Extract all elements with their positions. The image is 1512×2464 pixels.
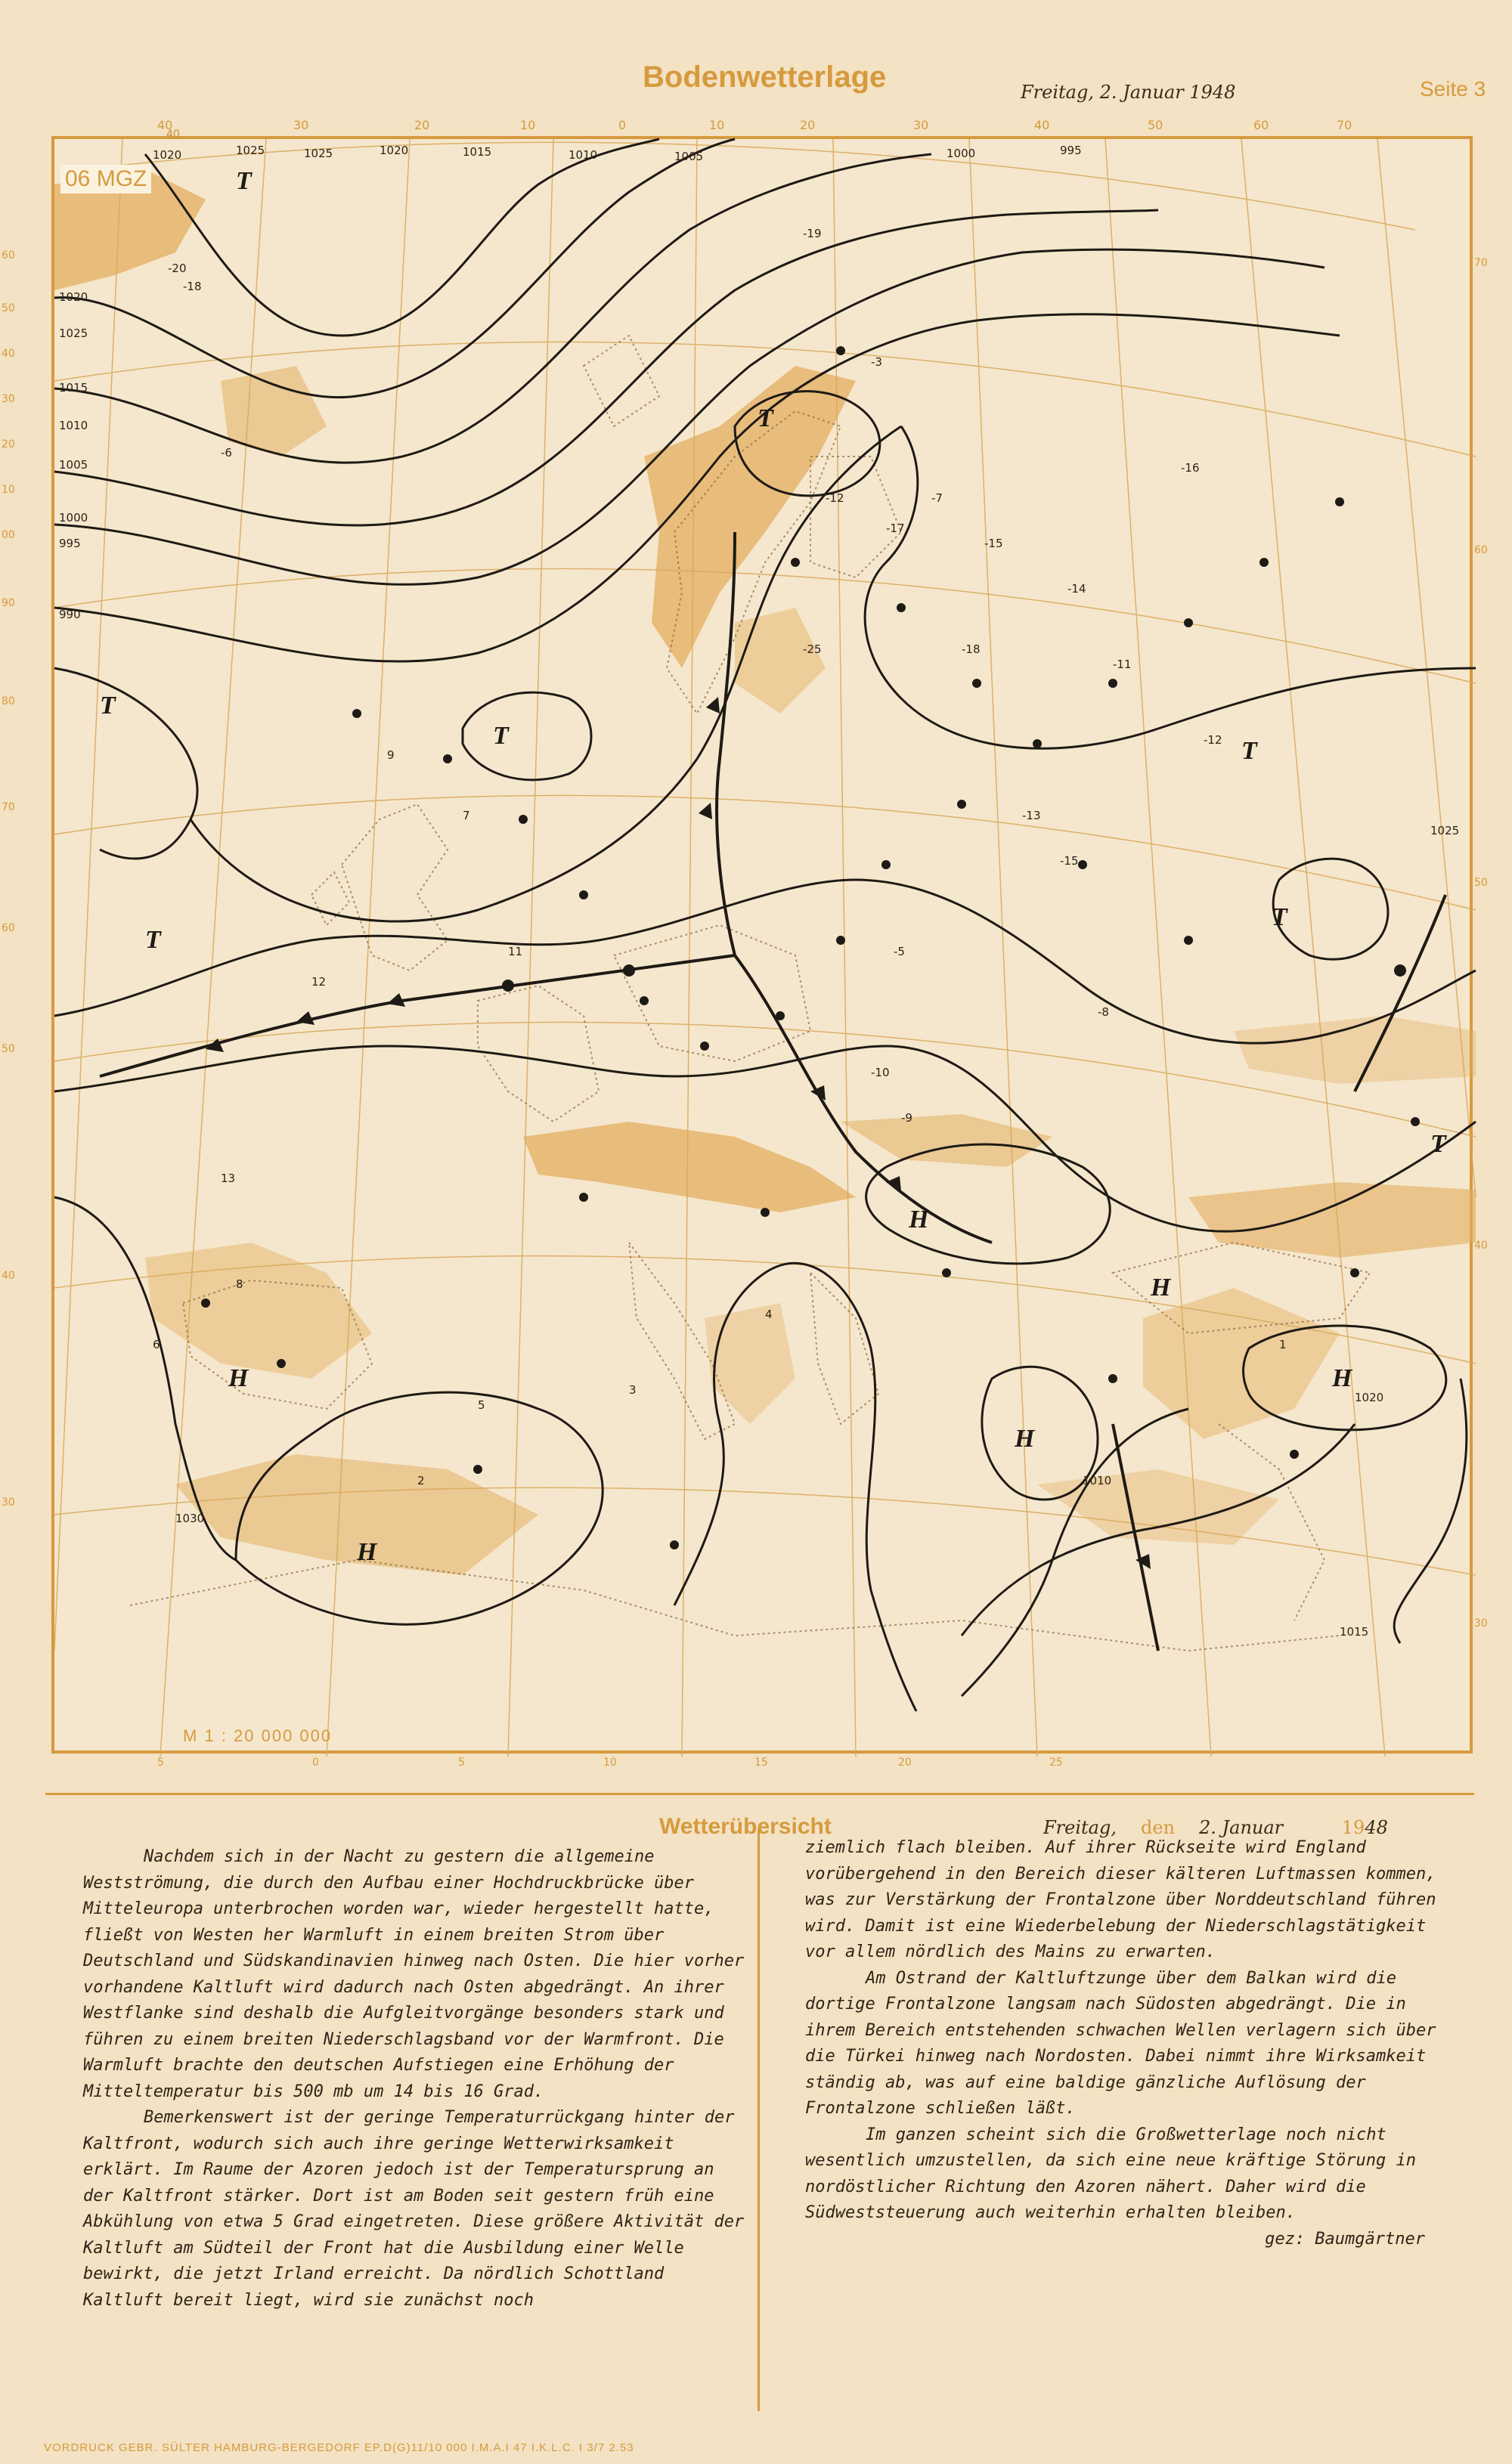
station-value: 13 xyxy=(221,1172,236,1185)
summary-den: den xyxy=(1140,1817,1175,1838)
high-pressure-center: H xyxy=(228,1364,249,1392)
latitude-label: 70 xyxy=(1474,257,1488,269)
isobar-label: 990 xyxy=(59,608,81,621)
station-value: 7 xyxy=(463,809,470,822)
longitude-label: 0 xyxy=(618,118,627,132)
summary-year-prefix: 19 xyxy=(1341,1817,1365,1838)
latitude-labels-right xyxy=(1474,136,1508,1754)
high-pressure-center: H xyxy=(357,1538,377,1566)
longitude-label: 40 xyxy=(157,118,173,132)
front-symbols xyxy=(206,697,1406,1569)
latitude-label: 90 xyxy=(2,597,15,609)
low-pressure-center: T xyxy=(100,692,116,720)
low-pressure-center: T xyxy=(145,926,161,954)
station-value: -11 xyxy=(1113,658,1132,671)
station-value: -17 xyxy=(886,522,905,535)
isobar-label: 1020 xyxy=(59,290,88,304)
summary-weekday: Freitag, xyxy=(1043,1817,1117,1838)
latitude-label: 50 xyxy=(1474,877,1488,889)
longitude-label: 20 xyxy=(898,1757,912,1769)
summary-paragraph: Nachdem sich in der Nacht zu gestern die allgemeine Westströmung, die durch den Aufbau einer Hochdruckbrücke über Mitteleuropa unterbrochen worden war, wieder hergestellt hatte, fließt von Westen her Warmluft in einem breiten Strom über Deutschland und Südskandinavien hinweg nach Osten. Die hier vorher vorhandene Kaltluft wird dadurch nach Osten abgedrängt. An ihrer Westflanke sind deshalb die Aufgleitvorgänge besonders stark und führen zu einem breiten Niederschlagsband vor der Warmfront. Die Warmluft brachte den deutschen Aufstiegen eine Erhöhung der Mitteltemperatur bis 500 mb um 14 bis 16 Grad. xyxy=(83,1847,745,2101)
longitude-labels-bottom xyxy=(51,1757,1473,1779)
station-value: -25 xyxy=(803,642,822,656)
column-divider xyxy=(758,1829,760,2411)
latitude-label: 80 xyxy=(2,695,15,707)
page-number: Seite 3 xyxy=(1420,77,1486,101)
latitude-label: 30 xyxy=(1474,1617,1488,1630)
latitude-label: 00 xyxy=(2,529,15,541)
low-pressure-center: T xyxy=(493,722,509,750)
station-value: 11 xyxy=(508,945,523,958)
latitude-label: 60 xyxy=(1474,544,1488,556)
latitude-label: 70 xyxy=(2,801,15,813)
isobar-label: 1015 xyxy=(59,381,88,395)
latitude-label: 60 xyxy=(2,249,15,262)
high-pressure-center: H xyxy=(1332,1364,1352,1392)
isobar-label: 995 xyxy=(59,537,81,550)
longitude-label: 10 xyxy=(520,118,536,132)
station-value: -14 xyxy=(1067,582,1086,596)
longitude-label: 20 xyxy=(800,118,816,132)
longitude-label: 40 xyxy=(166,128,180,141)
high-pressure-center: H xyxy=(1151,1274,1171,1302)
longitude-label: 10 xyxy=(603,1757,617,1769)
isobar-label: 995 xyxy=(1060,144,1082,157)
isobar-label: 1025 xyxy=(1430,824,1460,837)
isobar-label: 1025 xyxy=(304,147,333,160)
station-value: -8 xyxy=(1098,1005,1109,1019)
low-pressure-center: T xyxy=(758,404,773,432)
station-value: -16 xyxy=(1181,461,1200,475)
station-value: -19 xyxy=(803,227,822,240)
latitude-label: 20 xyxy=(2,438,15,450)
station-value: 2 xyxy=(417,1474,425,1487)
longitude-label: 30 xyxy=(293,118,309,132)
isobar-label: 1000 xyxy=(59,511,88,525)
summary-left-column xyxy=(83,1844,748,2314)
summary-year: 48 xyxy=(1365,1817,1388,1838)
low-pressure-center: T xyxy=(236,167,252,195)
longitude-label: 25 xyxy=(1049,1757,1063,1769)
longitude-label: 5 xyxy=(458,1757,465,1769)
summary-paragraph: Im ganzen scheint sich die Großwetterlage noch nicht wesentlich umzustellen, da sich eine neue kräftige Störung in nordöstlicher Richtung den Azoren nähert. Daher wird die Südweststeuerung auch weiterhin erhalten bleiben. xyxy=(805,2125,1416,2222)
station-value: -5 xyxy=(894,945,905,958)
station-value: 12 xyxy=(311,975,327,989)
isobar-label: 1010 xyxy=(1083,1474,1112,1487)
low-pressure-center: T xyxy=(1241,737,1257,765)
summary-right-column xyxy=(805,1835,1463,2252)
summary-title: Wetterübersicht xyxy=(659,1814,832,1839)
isobar-label: 1010 xyxy=(59,419,88,432)
longitude-label: 40 xyxy=(1034,118,1050,132)
latitude-label: 40 xyxy=(2,348,15,360)
isobar-label: 1025 xyxy=(236,144,265,157)
isobar-label: 1030 xyxy=(175,1512,205,1525)
isobar-label: 1015 xyxy=(1340,1625,1369,1639)
station-value: -3 xyxy=(871,355,882,369)
station-value: -13 xyxy=(1022,809,1041,822)
latitude-label: 30 xyxy=(2,393,15,405)
longitude-label: 50 xyxy=(1148,118,1163,132)
latitude-label: 60 xyxy=(2,922,15,934)
longitude-label: 10 xyxy=(709,118,725,132)
longitude-label: 20 xyxy=(414,118,430,132)
station-value: -15 xyxy=(984,537,1003,550)
longitude-label: 30 xyxy=(913,118,929,132)
weather-map xyxy=(51,128,1473,1754)
station-value: 5 xyxy=(478,1398,485,1412)
high-pressure-center: H xyxy=(1015,1425,1035,1453)
station-value: 6 xyxy=(153,1338,160,1351)
signature: gez: Baumgärtner xyxy=(1265,2229,1425,2249)
longitude-label: 0 xyxy=(312,1757,319,1769)
summary-paragraph: ziemlich flach bleiben. Auf ihrer Rückseite wird England vorübergehend in den Bereich dieser kälteren Luftmassen kommen, was zur Verstärkung der Frontalzone über Norddeutschland führen wird. Damit ist eine Wiederbelebung der Niederschlagstätigkeit vor allem nördlich des Mains zu erwarten. xyxy=(805,1838,1436,1961)
longitude-label: 5 xyxy=(157,1757,164,1769)
isobar-label: 1010 xyxy=(569,148,598,162)
station-value: -18 xyxy=(962,642,981,656)
longitude-label: 15 xyxy=(754,1757,768,1769)
latitude-label: 30 xyxy=(2,1497,15,1509)
longitude-label: 70 xyxy=(1337,118,1352,132)
isobar-label: 1005 xyxy=(59,458,88,472)
station-value: 9 xyxy=(387,748,395,762)
station-value: 4 xyxy=(765,1308,773,1321)
summary-day: 2. Januar xyxy=(1198,1817,1284,1838)
high-pressure-center: H xyxy=(909,1206,929,1234)
latitude-label: 40 xyxy=(2,1270,15,1282)
station-value: 8 xyxy=(236,1277,243,1291)
map-title: Bodenwetterlage xyxy=(643,60,887,94)
isobar-label: 1020 xyxy=(380,144,409,157)
latitude-label: 50 xyxy=(2,302,15,314)
isobar-label: 1000 xyxy=(947,147,976,160)
station-value: -9 xyxy=(901,1111,912,1125)
printer-imprint: VORDRUCK GEBR. SÜLTER HAMBURG-BERGEDORF EP.D(G)11/10 000 I.M.A.I 47 I.K.L.C. I 3/7 2.53 xyxy=(44,2441,634,2454)
longitude-label: 60 xyxy=(1253,118,1269,132)
station-value: -7 xyxy=(931,491,943,505)
station-value: -6 xyxy=(221,446,232,460)
station-value: -12 xyxy=(1204,733,1222,747)
low-pressure-center: T xyxy=(1430,1130,1446,1158)
station-value: 1 xyxy=(1279,1338,1287,1351)
isobar-label: 1020 xyxy=(1355,1391,1384,1404)
summary-paragraph: Am Ostrand der Kaltluftzunge über dem Balkan wird die dortige Frontalzone langsam nach Südosten abgedrängt. Die in ihrem Bereich entstehenden schwachen Wellen verlagern sich über die Türkei hinweg nach Nordosten. Dabei nimmt ihre Wirksamkeit ständig ab, was auf eine baldige gänzliche Auflösung der Frontalzone schließen läßt. xyxy=(805,1968,1436,2118)
longitude-labels xyxy=(51,118,1473,136)
weather-map-canvas xyxy=(54,128,1476,1757)
map-date: Freitag, 2. Januar 1948 xyxy=(1021,82,1236,103)
map-scale: M 1 : 20 000 000 xyxy=(183,1726,333,1745)
station-value: 3 xyxy=(629,1383,637,1397)
isobar-label: 1015 xyxy=(463,145,492,159)
isobar-label: 1025 xyxy=(59,327,88,340)
latitude-label: 10 xyxy=(2,484,15,496)
station-value: -18 xyxy=(183,280,202,293)
low-pressure-center: T xyxy=(1272,903,1287,931)
isobar-label: 1005 xyxy=(674,150,704,163)
map-time-label: 06 MGZ xyxy=(60,165,151,193)
latitude-label: 40 xyxy=(1474,1240,1488,1252)
station-value: -10 xyxy=(871,1066,890,1079)
latitude-label: 50 xyxy=(2,1043,15,1055)
station-value: -20 xyxy=(168,262,187,275)
station-value: -15 xyxy=(1060,854,1079,868)
station-value: -12 xyxy=(826,491,844,505)
summary-paragraph: Bemerkenswert ist der geringe Temperaturrückgang hinter der Kaltfront, wodurch sich auch ihre geringe Wetterwirksamkeit erklärt. Im Raume der Azoren jedoch ist der Temperatursprung an der Kaltfront stärker. Dort ist am Boden seit gestern früh eine Abkühlung von etwa 5 Grad eingetreten. Diese größere Aktivität der Kaltluft am Südteil der Front hat die Ausbildung einer Welle bewirkt, die jetzt Irland erreicht. Da nördlich Schottland Kaltluft bereit liegt, wird sie zunächst noch xyxy=(83,2108,745,2310)
latitude-labels-left xyxy=(2,136,47,1754)
isobar-label: 1020 xyxy=(153,148,182,162)
